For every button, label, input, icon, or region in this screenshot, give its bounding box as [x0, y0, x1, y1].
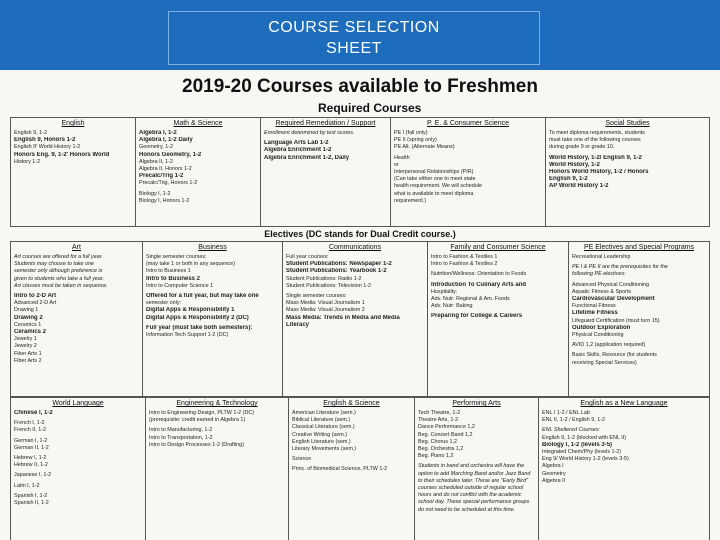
course-line: Geometry	[542, 470, 566, 477]
electives-table-lower	[10, 397, 710, 540]
course-line: Language Arts Lab 1-2	[264, 140, 329, 147]
course-line: Algebra I, 1-2 Daily	[139, 137, 193, 144]
course-line: Hospitality:	[431, 288, 458, 295]
course-line: Theatre Arts, 1-2	[418, 417, 459, 424]
course-line: Algebra Enrichment 1-2, Daily	[264, 154, 350, 161]
course-line: Ceramics 2	[14, 329, 47, 336]
course-line: Mass Media: Visual Journalism 2	[286, 307, 365, 314]
course-line: Intro to Engineering Design, PLTW 1-2 (DC)	[149, 410, 255, 416]
course-line: Single semester courses:	[146, 254, 207, 260]
course-list	[549, 130, 706, 191]
course-line: Drawing 1	[14, 307, 39, 314]
course-list	[14, 130, 132, 166]
course-line: requirement.)	[394, 197, 427, 204]
course-line: Recreational Leadership	[572, 254, 631, 260]
course-line: Eng 9/ World History 1-2 (levels 3-5)	[542, 456, 629, 463]
course-line: ENL I 1-2 / ENL Lab	[542, 410, 590, 416]
course-line: do not need to be scheduled at this time.	[418, 506, 516, 513]
course-line: Biology I, Honors 1-2	[139, 197, 190, 204]
course-line: ENL Sheltered Courses:	[542, 427, 601, 434]
course-line: Students may choose to take one	[14, 261, 95, 268]
course-line: Classical Literature (sem.)	[292, 424, 355, 431]
course-line: Cardiovascular Development	[572, 296, 655, 303]
course-line: Algebra II, 1-2	[139, 158, 173, 165]
column-heading: Required Remediation / Support	[275, 120, 376, 127]
course-line: PE I (fall only)	[394, 130, 428, 136]
course-column	[289, 398, 415, 540]
column-heading: Math & Science	[173, 120, 223, 127]
course-column	[11, 242, 143, 396]
course-line: ENL II, 1-2 / English 9, 1-2	[542, 417, 606, 424]
course-line: Adv. Nutr: Baking	[431, 303, 473, 310]
course-line: To meet diploma requirements, students	[549, 130, 645, 136]
course-line: Latin I, 1-2	[14, 482, 40, 489]
course-line: Drawing 2	[14, 314, 43, 321]
course-line: Spanish I, 1-2	[14, 492, 48, 499]
course-column	[11, 398, 146, 540]
course-line: what is available to meet diploma	[394, 190, 474, 197]
column-heading: English & Science	[323, 400, 380, 407]
course-line: Lifetime Fitness	[572, 310, 618, 317]
course-line: English 9, Honors 1-2	[14, 137, 76, 144]
electives-table-upper	[10, 241, 710, 397]
course-line: Biblical Literature (sem.)	[292, 417, 351, 424]
course-column	[546, 118, 709, 226]
course-line: Lifeguard Certification (must turn 15)	[572, 317, 660, 324]
course-line: PE I & PE II are the prerequisites for the	[572, 264, 668, 271]
course-line: Geometry, 1-2	[139, 144, 174, 151]
course-line: Algebra I	[542, 463, 564, 470]
course-line: Literary Movements (sem.)	[292, 446, 357, 453]
course-line: History 1-2	[14, 158, 41, 165]
course-list	[431, 254, 565, 321]
required-courses-table	[10, 117, 710, 227]
course-line: PE II (spring only)	[394, 137, 437, 144]
course-list	[418, 410, 535, 514]
course-list	[146, 254, 279, 339]
course-line: AVID 1,2 (application required)	[572, 342, 646, 349]
course-list	[286, 254, 424, 329]
column-heading: Performing Arts	[452, 400, 501, 407]
course-line: Intro to Manufacturing, 1-2	[149, 427, 213, 434]
column-heading: Communications	[328, 244, 382, 251]
course-line: school day. These special performance groups	[418, 499, 530, 506]
course-column	[415, 398, 539, 540]
column-heading: Art	[72, 244, 81, 251]
course-line: French I, 1-2	[14, 420, 45, 427]
course-column	[391, 118, 546, 226]
course-line: Algebra I, 1-2	[139, 130, 177, 136]
course-line: Offered for a full year, but may take one	[146, 293, 259, 300]
course-line: English 9, 1-2 (blocked with ENL II)	[542, 434, 626, 441]
course-line: Hebrew I, 1-2	[14, 455, 47, 462]
course-line: Basic Skills, Resource (for students	[572, 352, 657, 359]
course-line: Art courses are offered for a full year.	[14, 254, 103, 260]
course-line: German I, 1-2	[14, 437, 48, 444]
course-line: Biology I, 1-2 (levels 3-5)	[542, 441, 613, 448]
course-line: Adv. Nutr: Regional & Am. Foods	[431, 296, 510, 303]
course-line: health requirement. We will schedule	[394, 183, 482, 190]
course-line: courses scheduled outside of regular school	[418, 485, 524, 492]
course-line: option to add Marching Band and/or Jazz Band	[418, 470, 531, 477]
course-line: English 9, 1-2	[549, 176, 588, 183]
course-line: AP World History 1-2	[549, 183, 609, 190]
course-line: World History, 1-2/ English 9, 1-2	[549, 154, 642, 161]
course-line: Full year (must take both semesters):	[146, 324, 253, 331]
course-line: Intro to Transportation, 1-2	[149, 434, 213, 441]
course-line: German II, 1-2	[14, 444, 49, 451]
course-line: Functional Fitness	[572, 303, 616, 310]
course-line: Algebra Enrichment 1-2	[264, 147, 332, 154]
course-line: Fiber Arts 2	[14, 357, 42, 364]
course-line: Preparing for College & Careers	[431, 313, 523, 320]
course-line: (may take 1 or both in any sequence)	[146, 261, 235, 268]
course-line: hours and do not conflict with the academic	[418, 492, 522, 499]
sheet-heading: 2019-20 Courses available to Freshmen	[182, 76, 538, 97]
course-line: Enrollment determined by test scores.	[264, 130, 355, 136]
course-line: Advanced Physical Conditioning	[572, 281, 650, 288]
course-line: semester only:	[146, 300, 182, 307]
course-line: following PE electives:	[572, 271, 626, 278]
course-line: Mass Media: Visual Journalism 1	[286, 300, 365, 307]
course-column	[143, 242, 283, 396]
course-line: Jewelry 2	[14, 343, 37, 350]
course-line: Student Publications: Radio 1-2	[286, 275, 362, 282]
course-line: Outdoor Exploration	[572, 324, 631, 331]
course-line: Interpersonal Relationships (PIR)	[394, 169, 474, 176]
column-heading: PE Electives and Special Programs	[583, 244, 695, 251]
course-line: Literacy	[286, 321, 310, 328]
course-line: Algebra II, Honors 1-2	[139, 166, 192, 173]
course-list	[394, 130, 542, 205]
course-line: Digital Apps & Responsibility 1	[146, 307, 235, 314]
course-line: World History, 1-2	[549, 161, 600, 168]
column-heading: Engineering & Technology	[176, 400, 258, 407]
course-line: Honors Eng. 9, 1-2' Honors World	[14, 151, 110, 158]
course-line: Honors Geometry, 1-2	[139, 151, 202, 158]
course-line: Student Publications: Television 1-2	[286, 282, 372, 289]
column-heading: Business	[198, 244, 227, 251]
title-bar	[0, 0, 720, 70]
course-line: Honors World History, 1-2 / Honors	[549, 169, 649, 176]
course-line: Spanish II, 1-2	[14, 500, 49, 507]
course-line: semester only although preference is	[14, 268, 103, 275]
course-line: Intro to Fashion & Textiles 1	[431, 254, 498, 260]
course-line: Single semester courses:	[286, 293, 347, 300]
course-line: Mass Media: Trends in Media and Media	[286, 314, 400, 321]
course-line: Princ. of Biomedical Science, PLTW 1-2	[292, 466, 388, 473]
required-courses-label: Required Courses	[318, 101, 422, 115]
course-line: Nutrition/Wellness: Orientation to Foods	[431, 271, 527, 278]
course-line: Chinese I, 1-2	[14, 410, 53, 416]
course-list	[292, 410, 411, 474]
course-line: Algebra II	[542, 477, 566, 484]
column-heading: Family and Consumer Science	[450, 244, 546, 251]
course-line: receiving Special Services)	[572, 359, 637, 366]
course-line: Intro to Design Processes 1-2 (Drafting)	[149, 441, 244, 448]
course-line: to their schedules later. These are "Early Bird"	[418, 477, 528, 484]
course-line: Integrated Chem/Phy (levels 1-2)	[542, 449, 622, 456]
course-list	[572, 254, 706, 367]
course-line: Information Tech Support 1-2 (DC)	[146, 332, 229, 339]
course-line: Student Publications: Newspaper 1-2	[286, 261, 392, 268]
course-line: Beg. Piano 1,2	[418, 453, 454, 460]
course-line: Digital Apps & Responsibility 2 (DC)	[146, 314, 249, 321]
course-sheet	[0, 70, 720, 540]
course-line: Japanese I, 1-2	[14, 472, 52, 479]
course-line: Advanced 2-D Art	[14, 300, 57, 307]
course-line: Hebrew II, 1-2	[14, 462, 48, 469]
course-line: Intro to Business 2	[146, 275, 201, 282]
course-list	[542, 410, 706, 485]
column-heading: English as a New Language	[580, 400, 668, 407]
course-line: given to students who take a full year.	[14, 275, 104, 282]
course-line: Fiber Arts 1	[14, 350, 42, 357]
course-line: Intro to Computer Science 1	[146, 282, 214, 289]
course-line: French II, 1-2	[14, 427, 47, 434]
course-line: Intro to 2-D Art	[14, 293, 57, 300]
course-line: during grade 9 or grade 10.	[549, 144, 615, 151]
course-line: Student Publications: Yearbook 1-2	[286, 268, 387, 275]
course-line: PE Alt. (Alternate Means)	[394, 144, 455, 151]
course-line: Dance Performance 1,2	[418, 424, 475, 431]
course-line: Ceramics 1	[14, 321, 42, 328]
column-heading: World Language	[52, 400, 104, 407]
course-column	[261, 118, 391, 226]
course-list	[149, 410, 285, 449]
course-column	[569, 242, 709, 396]
course-list	[14, 410, 142, 507]
course-line: Full year courses:	[286, 254, 329, 260]
course-line: must take one of the following courses	[549, 137, 641, 144]
course-line: Precalc/Trig, Honors 1-2	[139, 180, 198, 187]
course-line: Beg. Chorus 1,2	[418, 438, 457, 445]
course-line: Art classes must be taken in sequence.	[14, 282, 108, 289]
course-line: (prerequisite: credit earned in Algebra 1)	[149, 417, 246, 424]
course-column	[11, 118, 136, 226]
course-column	[146, 398, 289, 540]
course-line: Beg. Orchestra 1,2	[418, 446, 464, 453]
course-line: Intro to Business 1	[146, 268, 191, 275]
course-line: Aquatic Fitness & Sports	[572, 288, 632, 295]
course-column	[539, 398, 709, 540]
course-line: Tech Theatre, 1-2	[418, 410, 461, 416]
course-column	[136, 118, 261, 226]
course-line: Health	[394, 154, 410, 161]
course-line: Intro to Fashion & Textiles 2	[431, 261, 498, 268]
course-line: Science	[292, 456, 312, 463]
course-line: Biology I, 1-2	[139, 190, 171, 197]
course-line: Introduction To Culinary Arts and	[431, 281, 526, 288]
course-line: Precalc/Trig 1-2	[139, 173, 184, 180]
course-line: English 9, 1-2	[14, 130, 47, 136]
column-heading: English	[61, 120, 85, 127]
course-line: Creative Writing (sem.)	[292, 431, 348, 438]
course-line: Students in band and orchestra will have the	[418, 463, 525, 470]
course-column	[428, 242, 569, 396]
course-list	[139, 130, 257, 205]
course-line: (Can take either one to meet state	[394, 176, 476, 183]
electives-label: Electives (DC stands for Dual Credit course.)	[264, 229, 456, 239]
course-line: or	[394, 161, 399, 168]
course-line: American Literature (sem.)	[292, 410, 356, 416]
course-line: Beg. Concert Band 1,2	[418, 431, 473, 438]
slide-title: COURSE SELECTION SHEET	[168, 11, 540, 65]
course-list	[264, 130, 387, 162]
column-heading: P. E. & Consumer Science	[427, 120, 509, 127]
course-list	[14, 254, 139, 365]
column-heading: Social Studies	[605, 120, 650, 127]
course-line: Jewelry 1	[14, 336, 37, 343]
course-line: English 9' World History 1-2	[14, 144, 81, 151]
course-line: Physical Conditioning	[572, 332, 624, 339]
course-column	[283, 242, 428, 396]
course-line: English Literature (sem.)	[292, 438, 351, 445]
